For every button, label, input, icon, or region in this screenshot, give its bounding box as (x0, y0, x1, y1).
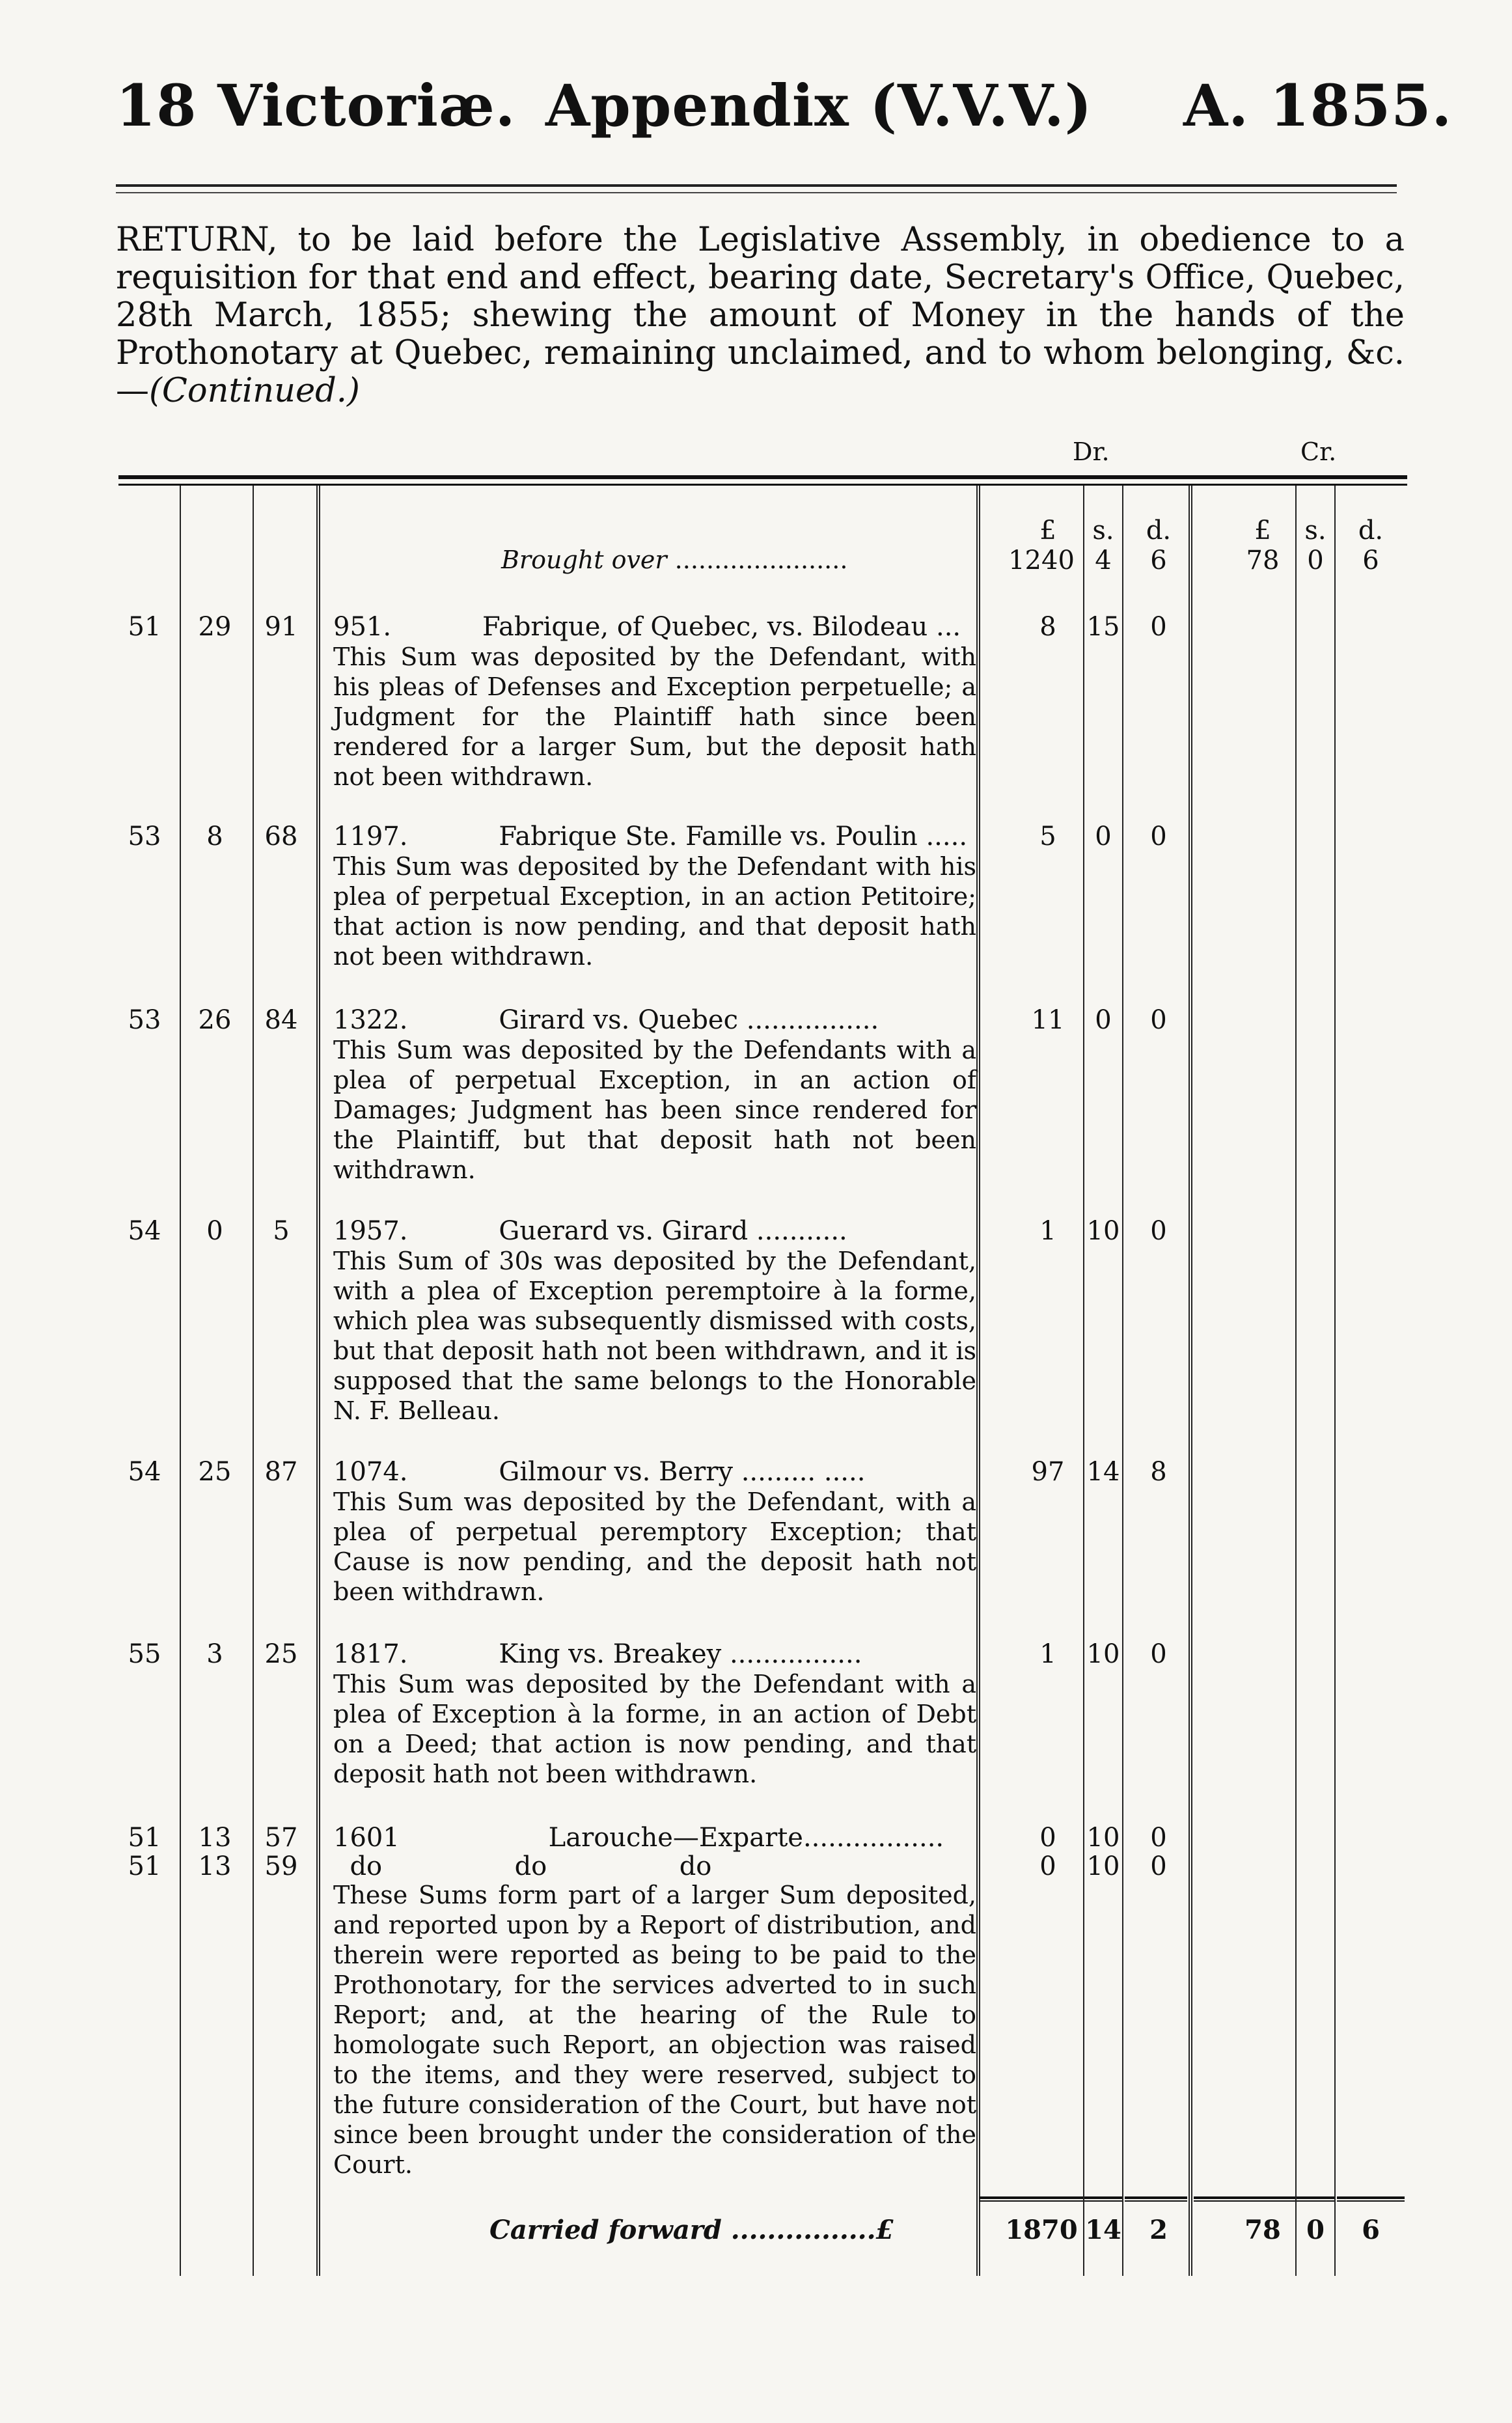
entry-col-c: 87 (264, 1457, 298, 1487)
entry-shillings: 10 (1086, 1851, 1120, 1881)
entry-pence: 8 (1150, 1457, 1167, 1487)
entry-title: 1322. Girard vs. Quebec ................ (333, 1005, 879, 1035)
entry-col-a: 51 (128, 612, 161, 642)
entry-case-name: Larouche—Exparte (548, 1823, 803, 1853)
bo-cr-shillings: 0 (1307, 546, 1324, 575)
entry-col-c: 57 (264, 1823, 298, 1853)
entry-title: 1817. King vs. Breakey ................ (333, 1639, 862, 1669)
entry-pounds: 1 (1039, 1216, 1056, 1246)
entry-pence: 0 (1150, 1216, 1167, 1246)
entry-col-b: 29 (198, 612, 232, 642)
column-divider (1083, 486, 1084, 2276)
entry-case-name: Fabrique Ste. Famille vs. Poulin (499, 822, 918, 852)
entry-title: 951. Fabrique, of Quebec, vs. Bilodeau ... (333, 612, 961, 642)
credit-label: Cr. (1300, 437, 1337, 466)
total-rule (1125, 2196, 1187, 2202)
column-divider (316, 486, 320, 2276)
entry-shillings: 14 (1086, 1457, 1120, 1487)
entry-col-a: 53 (128, 822, 161, 852)
intro-text: , to be laid before the Legislative Assembly, in obedience to a requisition for that end and effect, bearing date, Secretary's Office, Quebec, 28th March, 1855; shewing the amount of Money in the hands of the Prothonotary at Quebec, remaining unclaimed, and to whom belonging, &c.— (116, 221, 1405, 410)
entry-shillings: 10 (1086, 1216, 1120, 1246)
table-top-rule (118, 475, 1407, 486)
entry-col-a: 51 (128, 1851, 161, 1881)
total-rule (1194, 2196, 1295, 2202)
entry-shillings: 15 (1086, 612, 1120, 642)
cf-dr-pence: 2 (1149, 2215, 1168, 2245)
cf-cr-shillings: 0 (1306, 2215, 1325, 2245)
entry-pence: 0 (1150, 822, 1167, 852)
bo-dr-pence: 6 (1150, 546, 1167, 575)
entry-col-b: 8 (206, 822, 223, 852)
debit-label: Dr. (1073, 437, 1110, 466)
entry-col-a: 51 (128, 1823, 161, 1853)
entry-pounds: 1 (1039, 1639, 1056, 1669)
entry-number: 1817. (333, 1639, 408, 1669)
carried-forward-label: Carried forward ................£ (489, 2215, 894, 2245)
entry-pounds: 97 (1031, 1457, 1065, 1487)
entry-body: This Sum of 30s was deposited by the Defendant, with a plea of Exception peremptoire à la forme, which plea was subsequently dismissed with costs, but that deposit hath not been withdrawn, and it is supposed that the same belongs to the Honorable N. F. Belleau. (333, 1247, 976, 1425)
entry-number: 951. (333, 612, 392, 642)
intro-lead: RETURN (116, 221, 268, 259)
entry-body: These Sums form part of a larger Sum deposited, and reported upon by a Report of distribution, and therein were reported as being to be paid to the Prothonotary, for the services adverted to in such Report; and, at the hearing of the Rule to homologate such Report, an objection was raised to the items, and they were reserved, subject to the future consideration of the Court, but have not since been brought under the consideration of the Court. (333, 1881, 976, 2179)
entry-title: 1601 Larouche—Exparte................. (333, 1823, 944, 1853)
entry-case-name: King vs. Breakey (499, 1639, 722, 1669)
entry-pounds: 5 (1039, 822, 1056, 852)
entry-number: 1197. (333, 822, 408, 852)
appendix-header: Appendix (V.V.V.) (545, 72, 1093, 139)
column-divider (976, 486, 980, 2276)
cr-pound-header: £ (1254, 516, 1271, 546)
entry-body: This Sum was deposited by the Defendant with his plea of perpetual Exception, in an action Petitoire; that action is now pending, and that deposit hath not been withdrawn. (333, 852, 976, 971)
entry-case-name: Gilmour vs. Berry (499, 1457, 733, 1487)
entry-body: This Sum was deposited by the Defendant with a plea of Exception à la forme, in an action of Debt on a Deed; that action is now pending, and that deposit hath not been withdrawn. (333, 1670, 976, 1788)
entry-number: 1074. (333, 1457, 408, 1487)
ditto-mark: do (514, 1851, 547, 1881)
dr-shilling-header: s. (1092, 516, 1114, 546)
cr-shilling-header: s. (1304, 516, 1326, 546)
bo-cr-pence: 6 (1362, 546, 1379, 575)
entry-body: This Sum was deposited by the Defendants with a plea of perpetual Exception, in an action of Damages; Judgment has been since rendered for the Plaintiff, but that deposit hath not been withdrawn. (333, 1036, 976, 1184)
entry-col-a: 54 (128, 1216, 161, 1246)
ditto-mark: do (350, 1851, 383, 1881)
pound-sign: £ (875, 2215, 894, 2245)
bo-cr-pounds: 78 (1246, 546, 1280, 575)
carried-forward-text: Carried forward (489, 2215, 722, 2245)
dr-pound-header: £ (1039, 516, 1056, 546)
column-divider (180, 486, 181, 2276)
dr-pence-header: d. (1146, 516, 1172, 546)
entry-title: 1074. Gilmour vs. Berry ......... ..... (333, 1457, 866, 1487)
entry-shillings: 10 (1086, 1823, 1120, 1853)
entry-shillings: 0 (1095, 822, 1112, 852)
cf-dr-pounds: 1870 (1005, 2215, 1078, 2245)
entry-shillings: 10 (1086, 1639, 1120, 1669)
entry-shillings: 0 (1095, 1005, 1112, 1035)
entry-case-name: Fabrique, of Quebec, vs. Bilodeau (482, 612, 928, 642)
entry-pence: 0 (1150, 1851, 1167, 1881)
entry-col-b: 26 (198, 1005, 232, 1035)
year-header: A. 1855. (1183, 72, 1453, 139)
entry-col-c: 25 (264, 1639, 298, 1669)
entry-pence: 0 (1150, 1823, 1167, 1853)
bo-dr-shillings: 4 (1095, 546, 1112, 575)
entry-col-c: 68 (264, 822, 298, 852)
cf-cr-pounds: 78 (1244, 2215, 1281, 2245)
column-divider (1295, 486, 1297, 2276)
entry-col-b: 3 (206, 1639, 223, 1669)
entry-case-name: Guerard vs. Girard (499, 1216, 749, 1246)
ditto-mark: do (679, 1851, 712, 1881)
entry-number: 1601 (333, 1823, 400, 1853)
entry-col-a: 53 (128, 1005, 161, 1035)
entry-pounds: 0 (1039, 1851, 1056, 1881)
entry-number: 1322. (333, 1005, 408, 1035)
intro-continued: (Continued.) (149, 372, 360, 410)
entry-pence: 0 (1150, 1005, 1167, 1035)
cf-dr-shillings: 14 (1085, 2215, 1121, 2245)
entry-pence: 0 (1150, 612, 1167, 642)
column-divider (1334, 486, 1336, 2276)
entry-title: 1957. Guerard vs. Girard ........... (333, 1216, 847, 1246)
entry-number: 1957. (333, 1216, 408, 1246)
cf-cr-pence: 6 (1362, 2215, 1380, 2245)
entry-title (333, 1851, 976, 1881)
entry-col-c: 5 (273, 1216, 290, 1246)
bo-dr-pounds: 1240 (1008, 546, 1075, 575)
entry-pounds: 8 (1039, 612, 1056, 642)
column-divider (1122, 486, 1123, 2276)
entry-case-name: Girard vs. Quebec (499, 1005, 739, 1035)
entry-col-c: 59 (264, 1851, 298, 1881)
total-rule (979, 2196, 1083, 2202)
entry-pence: 0 (1150, 1639, 1167, 1669)
return-intro (116, 221, 1405, 410)
total-rule (1084, 2196, 1122, 2202)
entry-body: This Sum was deposited by the Defendant, with his pleas of Defenses and Exception perpetuelle; a Judgment for the Plaintiff hath since been rendered for a larger Sum, but the deposit hath not been withdrawn. (333, 643, 976, 791)
header-rule (116, 184, 1397, 193)
brought-over-label: Brought over ...................... (501, 546, 848, 574)
entry-col-c: 84 (264, 1005, 298, 1035)
entry-col-a: 55 (128, 1639, 161, 1669)
session-header: 18 Victoriæ. (116, 72, 516, 139)
total-rule (1337, 2196, 1405, 2202)
column-divider (1189, 486, 1192, 2276)
entry-col-b: 25 (198, 1457, 232, 1487)
entry-title: 1197. Fabrique Ste. Famille vs. Poulin ..... (333, 822, 968, 852)
entry-col-c: 91 (264, 612, 298, 642)
entry-body: This Sum was deposited by the Defendant, with a plea of perpetual peremptory Exception; that Cause is now pending, and the deposit hath not been withdrawn. (333, 1488, 976, 1606)
entry-pounds: 0 (1039, 1823, 1056, 1853)
entry-col-b: 0 (206, 1216, 223, 1246)
entry-col-b: 13 (198, 1851, 232, 1881)
total-rule (1297, 2196, 1334, 2202)
cr-pence-header: d. (1358, 516, 1384, 546)
entry-pounds: 11 (1031, 1005, 1065, 1035)
brought-over-text: Brought over (501, 546, 667, 574)
entry-col-a: 54 (128, 1457, 161, 1487)
column-divider (253, 486, 254, 2276)
entry-col-b: 13 (198, 1823, 232, 1853)
